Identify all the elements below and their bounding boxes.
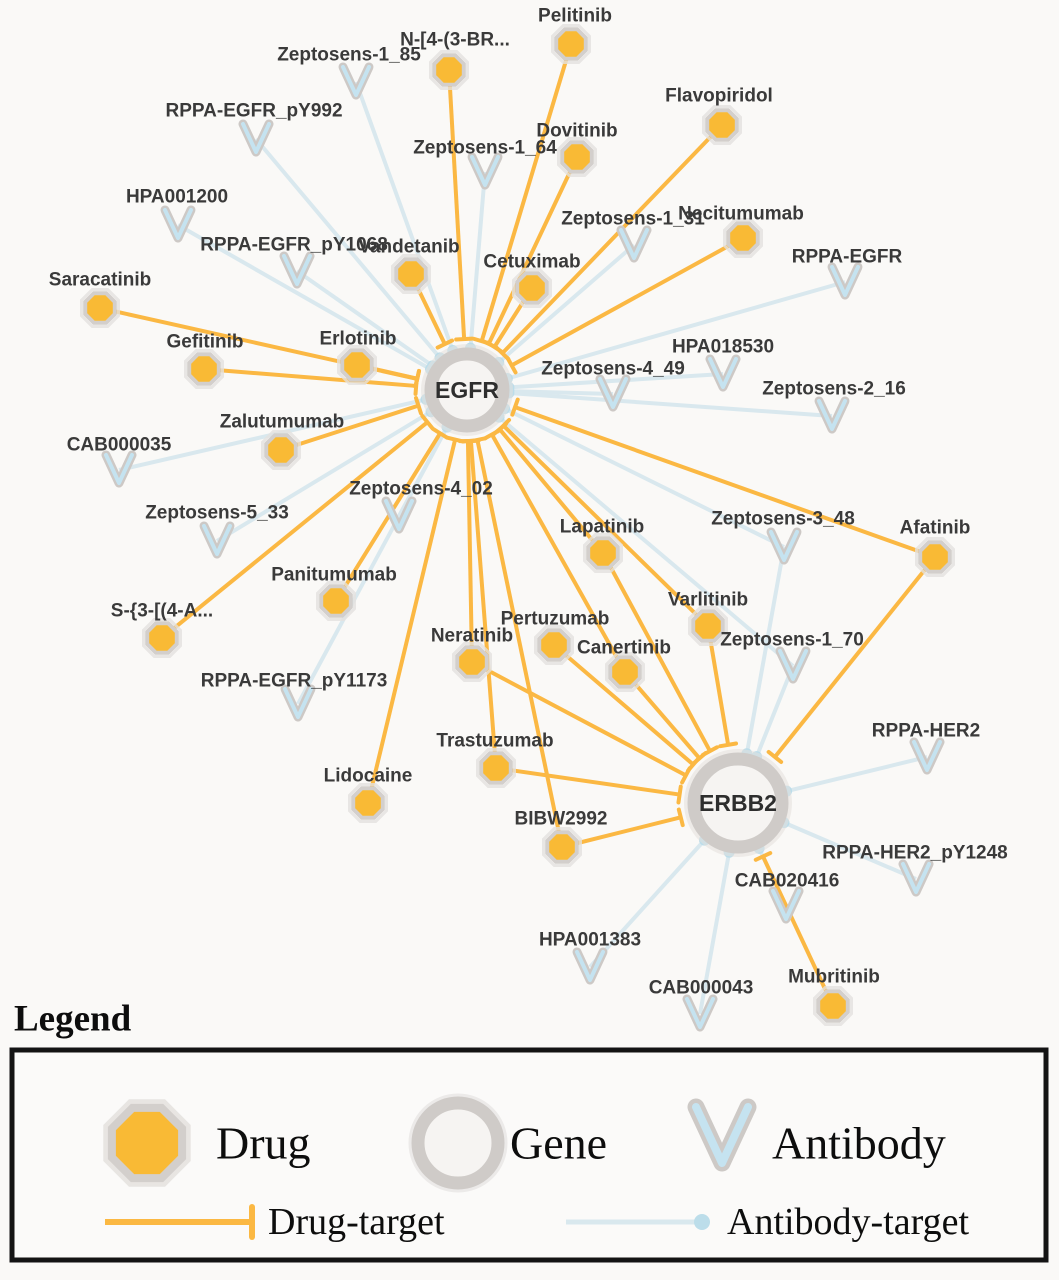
- drug-label: BIBW2992: [514, 808, 608, 830]
- drug-label: Vandetanib: [358, 236, 460, 258]
- antibody-label: CAB000043: [648, 977, 754, 999]
- drug-octagon-icon: [266, 435, 296, 465]
- antibody-label: Zeptosens-1_85: [277, 44, 421, 66]
- drug-label: Cetuximab: [483, 251, 581, 273]
- drug-node-lapatinib[interactable]: [585, 535, 622, 572]
- drug-octagon-icon: [85, 293, 115, 323]
- drug-node-flavopiridol[interactable]: [704, 107, 741, 144]
- antibody-label: HPA001200: [125, 186, 229, 208]
- drug-label: Dovitinib: [536, 120, 618, 142]
- drug-node-mubritinib[interactable]: [815, 988, 852, 1025]
- antibody-edge-dot: [694, 1214, 710, 1230]
- antibody-label: RPPA-HER2_pY1248: [822, 842, 1008, 864]
- gene-circle-icon: [418, 1103, 498, 1183]
- drug-node-pelitinib[interactable]: [553, 26, 590, 63]
- drug-node-canertinib[interactable]: [607, 654, 644, 691]
- drug-octagon-icon: [147, 623, 177, 653]
- drug-octagon-icon: [517, 273, 547, 303]
- drug-node-lidocaine[interactable]: [350, 785, 387, 822]
- drug-label: Lidocaine: [323, 765, 413, 787]
- drug-edge-tee: [679, 810, 683, 826]
- drug-label: Afatinib: [899, 517, 971, 539]
- antibody-label: RPPA-HER2: [871, 720, 981, 742]
- gene-label: ERBB2: [699, 790, 777, 816]
- antibody-label: RPPA-EGFR_pY992: [165, 100, 343, 122]
- drug-label: Canertinib: [577, 637, 671, 659]
- gene-node-erbb2[interactable]: [687, 752, 789, 854]
- antibody-node-hpa018530[interactable]: [710, 359, 736, 387]
- drug-label: Varlitinib: [667, 589, 749, 611]
- drug-octagon-icon: [342, 350, 372, 380]
- drug-node-saracatinib[interactable]: [82, 290, 119, 327]
- gene-node-egfr[interactable]: [424, 347, 510, 433]
- drug-edge-tee: [456, 339, 472, 340]
- drug-label: Neratinib: [430, 625, 514, 647]
- drug-octagon-icon: [610, 657, 640, 687]
- legend-item-label: Gene: [510, 1117, 608, 1169]
- drug-node-dovitinib[interactable]: [559, 139, 596, 176]
- antibody-target-edge: [356, 82, 453, 350]
- drug-octagon-icon: [818, 991, 848, 1021]
- antibody-node-zeptosens-1-64[interactable]: [472, 157, 498, 185]
- drug-octagon-icon: [588, 538, 618, 568]
- drug-node-pertuzumab[interactable]: [536, 627, 573, 664]
- antibody-node-rppa-egfr[interactable]: [832, 267, 858, 295]
- drug-node-necitumumab[interactable]: [725, 220, 762, 257]
- drug-edge-tee: [447, 438, 463, 442]
- antibody-label: RPPA-EGFR_pY1173: [200, 670, 388, 692]
- drug-octagon-icon: [562, 142, 592, 172]
- legend-edge-label: Drug-target: [268, 1201, 445, 1243]
- antibody-node-hpa001200[interactable]: [165, 210, 191, 238]
- drug-node-neratinib[interactable]: [454, 644, 491, 681]
- drug-label: Mubritinib: [788, 966, 880, 988]
- drug-edge-tee: [678, 787, 680, 803]
- drug-node-n-4-3-br[interactable]: [431, 52, 468, 89]
- drug-octagon-icon: [539, 630, 569, 660]
- antibody-label: RPPA-EGFR_pY1068: [200, 234, 388, 256]
- legend-item-label: Drug: [216, 1117, 311, 1169]
- drug-octagon-icon: [457, 647, 487, 677]
- drug-label: Pelitinib: [538, 5, 612, 27]
- antibody-node-zeptosens-1-85[interactable]: [343, 67, 369, 95]
- antibody-label: Zeptosens-1_70: [720, 629, 864, 651]
- drug-octagon-icon: [396, 259, 426, 289]
- drug-octagon-icon: [434, 55, 464, 85]
- drug-node-afatinib[interactable]: [917, 539, 954, 576]
- drug-octagon-icon: [353, 788, 383, 818]
- antibody-label: Zeptosens-5_33: [145, 502, 289, 524]
- drug-label: Zalutumumab: [219, 411, 345, 433]
- drug-label: S-{3-[(4-A...: [110, 600, 214, 622]
- drug-target-edge: [496, 768, 680, 795]
- drug-label: Panitumumab: [271, 564, 397, 586]
- drug-octagon-icon: [112, 1108, 182, 1178]
- drug-node-trastuzumab[interactable]: [478, 750, 515, 787]
- antibody-label: HPA018530: [671, 336, 775, 358]
- antibody-target-edge: [787, 757, 927, 791]
- drug-octagon-icon: [920, 542, 950, 572]
- drug-node-bibw2992[interactable]: [544, 829, 581, 866]
- antibody-label: CAB000035: [66, 434, 172, 456]
- drug-label: Flavopiridol: [665, 85, 773, 107]
- drug-edge-tee: [720, 743, 736, 746]
- drug-node-zalutumumab[interactable]: [263, 432, 300, 469]
- legend-item-label: Antibody: [772, 1117, 946, 1169]
- drug-label: Trastuzumab: [436, 730, 554, 752]
- antibody-label: RPPA-EGFR: [791, 246, 903, 268]
- drug-node-vandetanib[interactable]: [393, 256, 430, 293]
- antibody-label: Zeptosens-1_64: [413, 137, 557, 159]
- antibody-label: Zeptosens-2_16: [762, 378, 906, 400]
- drug-edge-tee: [415, 371, 419, 387]
- antibody-label: Zeptosens-4_49: [541, 358, 685, 380]
- drug-label: Erlotinib: [319, 328, 397, 350]
- drug-label: Necitumumab: [678, 203, 804, 225]
- legend-edge-label: Antibody-target: [727, 1201, 970, 1243]
- antibody-label: Zeptosens-3_48: [711, 508, 855, 530]
- drug-label: Lapatinib: [559, 516, 645, 538]
- antibody-label: HPA001383: [538, 929, 642, 951]
- drug-label: Pertuzumab: [500, 608, 610, 630]
- drug-label: N-[4-(3-BR...: [400, 29, 510, 51]
- drug-node-cetuximab[interactable]: [514, 270, 551, 307]
- drug-target-edge: [489, 157, 577, 344]
- antibody-label: Zeptosens-1_31: [561, 208, 705, 230]
- drug-label: Gefitinib: [166, 331, 244, 353]
- drug-node-erlotinib[interactable]: [339, 347, 376, 384]
- antibody-label: CAB020416: [734, 870, 840, 892]
- drug-octagon-icon: [707, 110, 737, 140]
- drug-octagon-icon: [189, 354, 219, 384]
- gene-label: EGFR: [435, 377, 499, 403]
- drug-octagon-icon: [693, 611, 723, 641]
- drug-octagon-icon: [728, 223, 758, 253]
- drug-octagon-icon: [547, 832, 577, 862]
- drug-node-s-3-4-a[interactable]: [144, 620, 181, 657]
- drug-octagon-icon: [481, 753, 511, 783]
- legend: [12, 999, 1046, 1261]
- drug-node-gefitinib[interactable]: [186, 351, 223, 388]
- legend-title: Legend: [14, 998, 132, 1040]
- drug-label: Saracatinib: [48, 269, 152, 291]
- drug-octagon-icon: [556, 29, 586, 59]
- drug-node-panitumumab[interactable]: [318, 583, 355, 620]
- antibody-node-rppa-her2[interactable]: [914, 742, 940, 770]
- drug-octagon-icon: [321, 586, 351, 616]
- antibody-label: Zeptosens-4_02: [349, 478, 493, 500]
- drug-target-edge: [449, 70, 464, 339]
- drug-edge-tee: [512, 400, 517, 415]
